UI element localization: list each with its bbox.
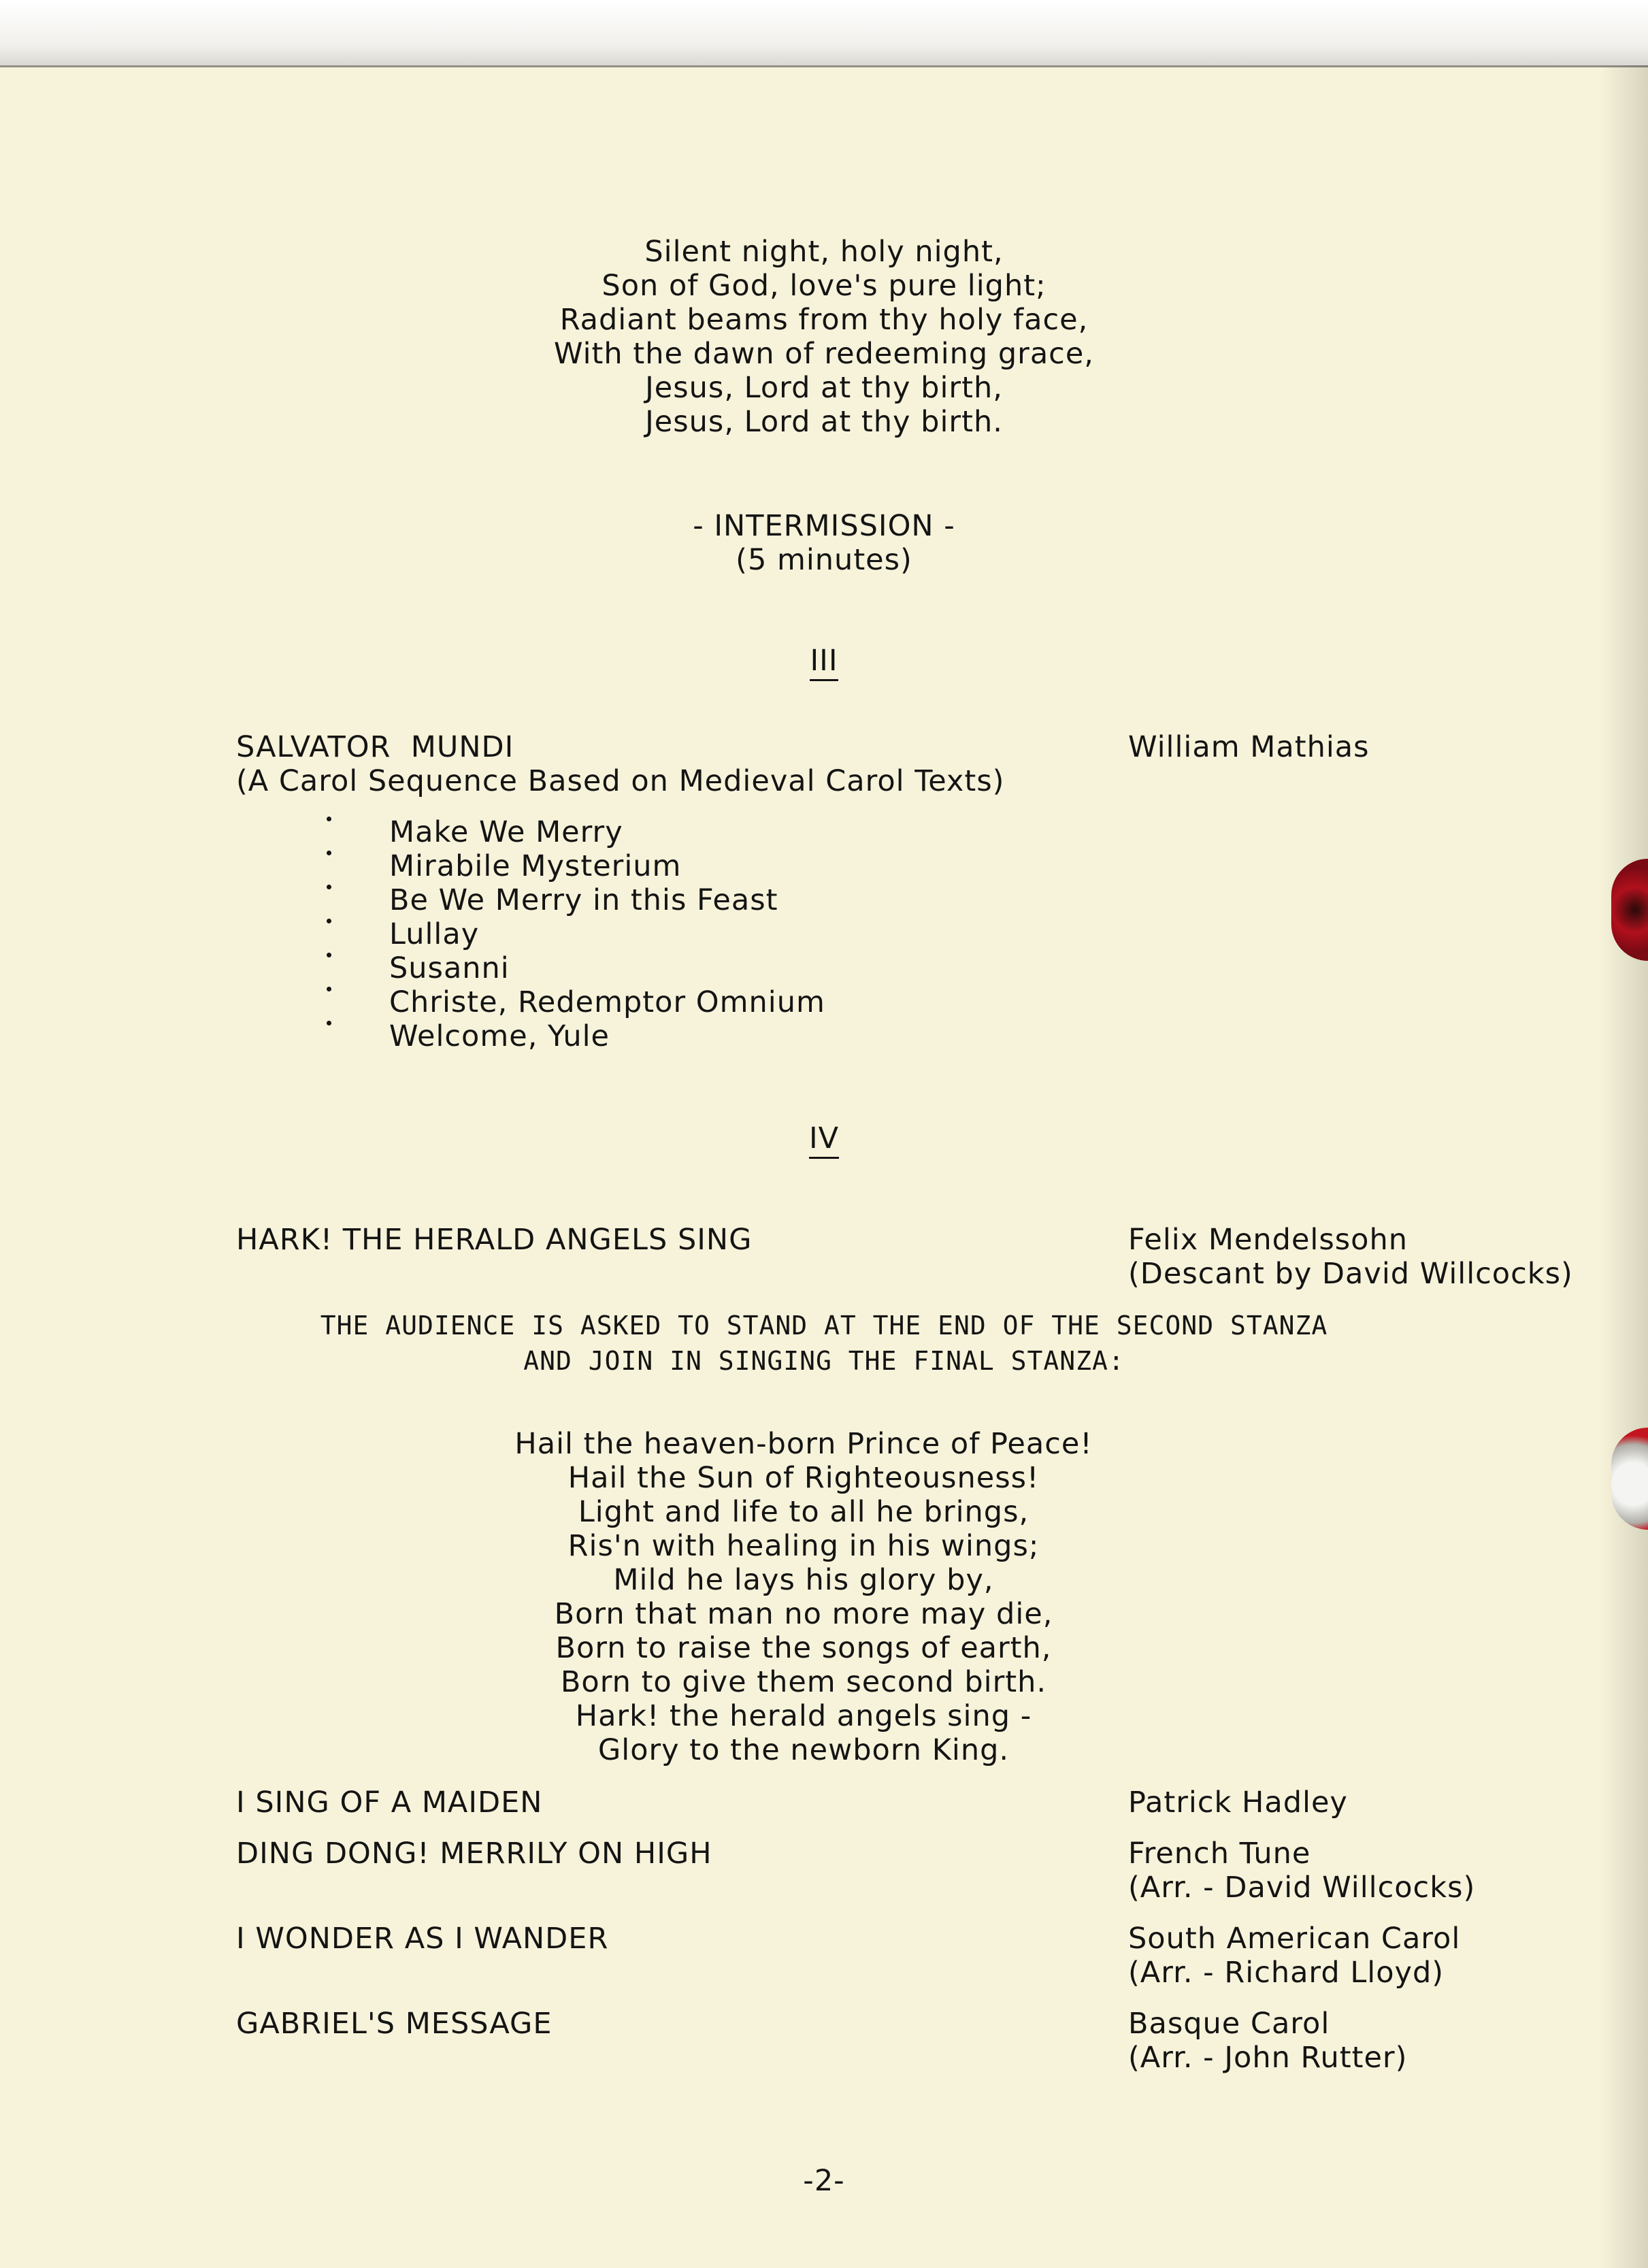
program-arranger: (Arr. - Richard Lloyd) (1128, 1956, 1445, 1990)
program-title: DING DONG! MERRILY ON HIGH (236, 1837, 712, 1871)
lyric-line: Born to give them second birth. (560, 1665, 1047, 1699)
program-composer: Patrick Hadley (1128, 1786, 1348, 1820)
audience-notice-line: AND JOIN IN SINGING THE FINAL STANZA: (523, 1346, 1125, 1376)
lyric-line: Hail the Sun of Righteousness! (567, 1461, 1040, 1495)
page-number: -2- (803, 2164, 845, 2198)
section-heading-iii-wrap (0, 644, 1648, 681)
list-item: Christe, Redemptor Omnium (389, 985, 825, 1019)
lyric-line: Son of God, love's pure light; (601, 269, 1047, 303)
section-heading-iii: III (810, 644, 838, 681)
lyric-line: Radiant beams from thy holy face, (559, 303, 1089, 337)
section-heading-iv-wrap (0, 1121, 1648, 1159)
hark-composer-note: (Descant by David Willcocks) (1128, 1257, 1573, 1291)
list-item: Welcome, Yule (389, 1019, 610, 1053)
lyric-line: Born to raise the songs of earth, (555, 1631, 1052, 1665)
list-item: Lullay (389, 917, 480, 951)
bullet-icon (327, 817, 331, 821)
lyric-line: Silent night, holy night, (644, 235, 1004, 269)
scan-top-edge (0, 0, 1648, 67)
lyric-line: Born that man no more may die, (554, 1597, 1053, 1631)
program-composer: South American Carol (1128, 1922, 1461, 1956)
lyric-line: Hark! the herald angels sing - (575, 1699, 1032, 1733)
salvator-title: SALVATOR MUNDI (236, 730, 514, 764)
bullet-icon (327, 885, 331, 889)
lyric-line: Jesus, Lord at thy birth. (645, 405, 1003, 439)
bullet-icon (327, 953, 331, 957)
intermission-title: - INTERMISSION - (693, 509, 955, 543)
bullet-icon (327, 919, 331, 923)
lyric-line: Glory to the newborn King. (597, 1733, 1010, 1767)
program-arranger: (Arr. - David Willcocks) (1128, 1871, 1476, 1905)
program-title: I WONDER AS I WANDER (236, 1922, 609, 1956)
program-title: I SING OF A MAIDEN (236, 1786, 543, 1820)
hark-composer: Felix Mendelssohn (1128, 1223, 1408, 1257)
program-arranger: (Arr. - John Rutter) (1128, 2041, 1408, 2075)
intermission-duration: (5 minutes) (736, 543, 912, 577)
bullet-icon (327, 1021, 331, 1025)
list-item: Susanni (389, 951, 510, 985)
program-composer: Basque Carol (1128, 2007, 1330, 2041)
audience-notice-line: THE AUDIENCE IS ASKED TO STAND AT THE END OF THE SECOND STANZA (320, 1311, 1328, 1341)
bullet-icon (327, 851, 331, 855)
lyric-line: Hail the heaven-born Prince of Peace! (514, 1427, 1093, 1461)
program-title: GABRIEL'S MESSAGE (236, 2007, 553, 2041)
salvator-subtitle: (A Carol Sequence Based on Medieval Carol Texts) (236, 764, 1005, 798)
list-item: Be We Merry in this Feast (389, 883, 778, 917)
lyric-line: Ris'n with healing in his wings; (567, 1529, 1040, 1563)
lyric-line: Light and life to all he brings, (578, 1495, 1029, 1529)
lyric-line: Jesus, Lord at thy birth, (645, 371, 1003, 405)
program-composer: French Tune (1128, 1837, 1311, 1871)
list-item: Make We Merry (389, 815, 623, 849)
salvator-composer: William Mathias (1128, 730, 1370, 764)
hark-title: HARK! THE HERALD ANGELS SING (236, 1223, 753, 1257)
section-heading-iv: IV (809, 1121, 839, 1159)
hark-final-stanza (0, 1427, 1628, 1767)
list-item: Mirabile Mysterium (389, 849, 682, 883)
silent-night-stanza (0, 235, 1648, 439)
lyric-line: Mild he lays his glory by, (613, 1563, 994, 1597)
bullet-icon (327, 987, 331, 991)
lyric-line: With the dawn of redeeming grace, (554, 337, 1094, 371)
